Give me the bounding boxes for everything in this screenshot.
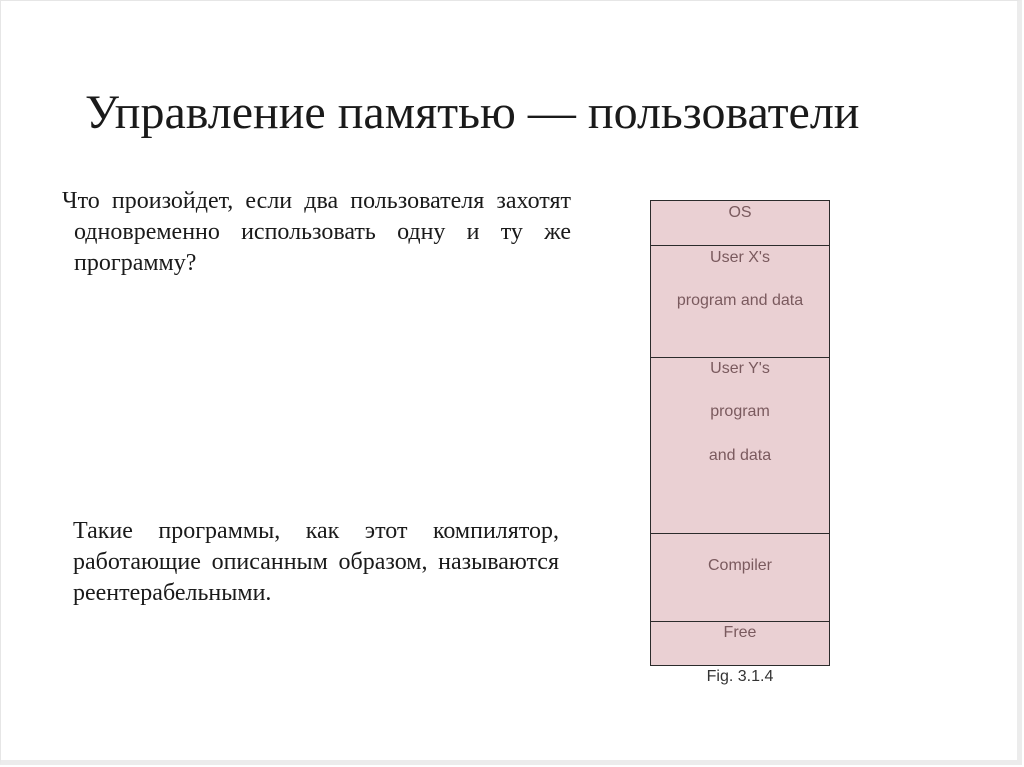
segment-free: [651, 622, 829, 665]
figure-caption: Fig. 3.1.4: [706, 668, 774, 685]
question-text: Что произойдет, если два пользователя захотят одновременно использовать одну и ту же программу?: [62, 188, 571, 276]
segment-compiler: [651, 534, 829, 622]
segment-user-y-label-3: and data: [708, 447, 772, 464]
memory-layout-diagram: [650, 200, 830, 666]
segment-user-x: [651, 246, 829, 358]
segment-os-label: OS: [728, 204, 752, 221]
segment-compiler-label: Compiler: [707, 557, 772, 574]
answer-text: Такие программы, как этот компилятор, работающие описанным образом, называются реентерабельными.: [73, 518, 559, 606]
segment-free-label: Free: [723, 624, 757, 641]
segment-os: [651, 201, 829, 246]
segment-user-x-label-1: User X's: [710, 249, 770, 266]
segment-user-y: [651, 358, 829, 534]
segment-user-y-label-2: program: [710, 403, 770, 420]
slide-title: Управление памятью — пользователи: [85, 86, 860, 139]
segment-user-y-label-1: User Y's: [710, 360, 770, 377]
segment-user-x-label-2: program and data: [676, 292, 804, 309]
